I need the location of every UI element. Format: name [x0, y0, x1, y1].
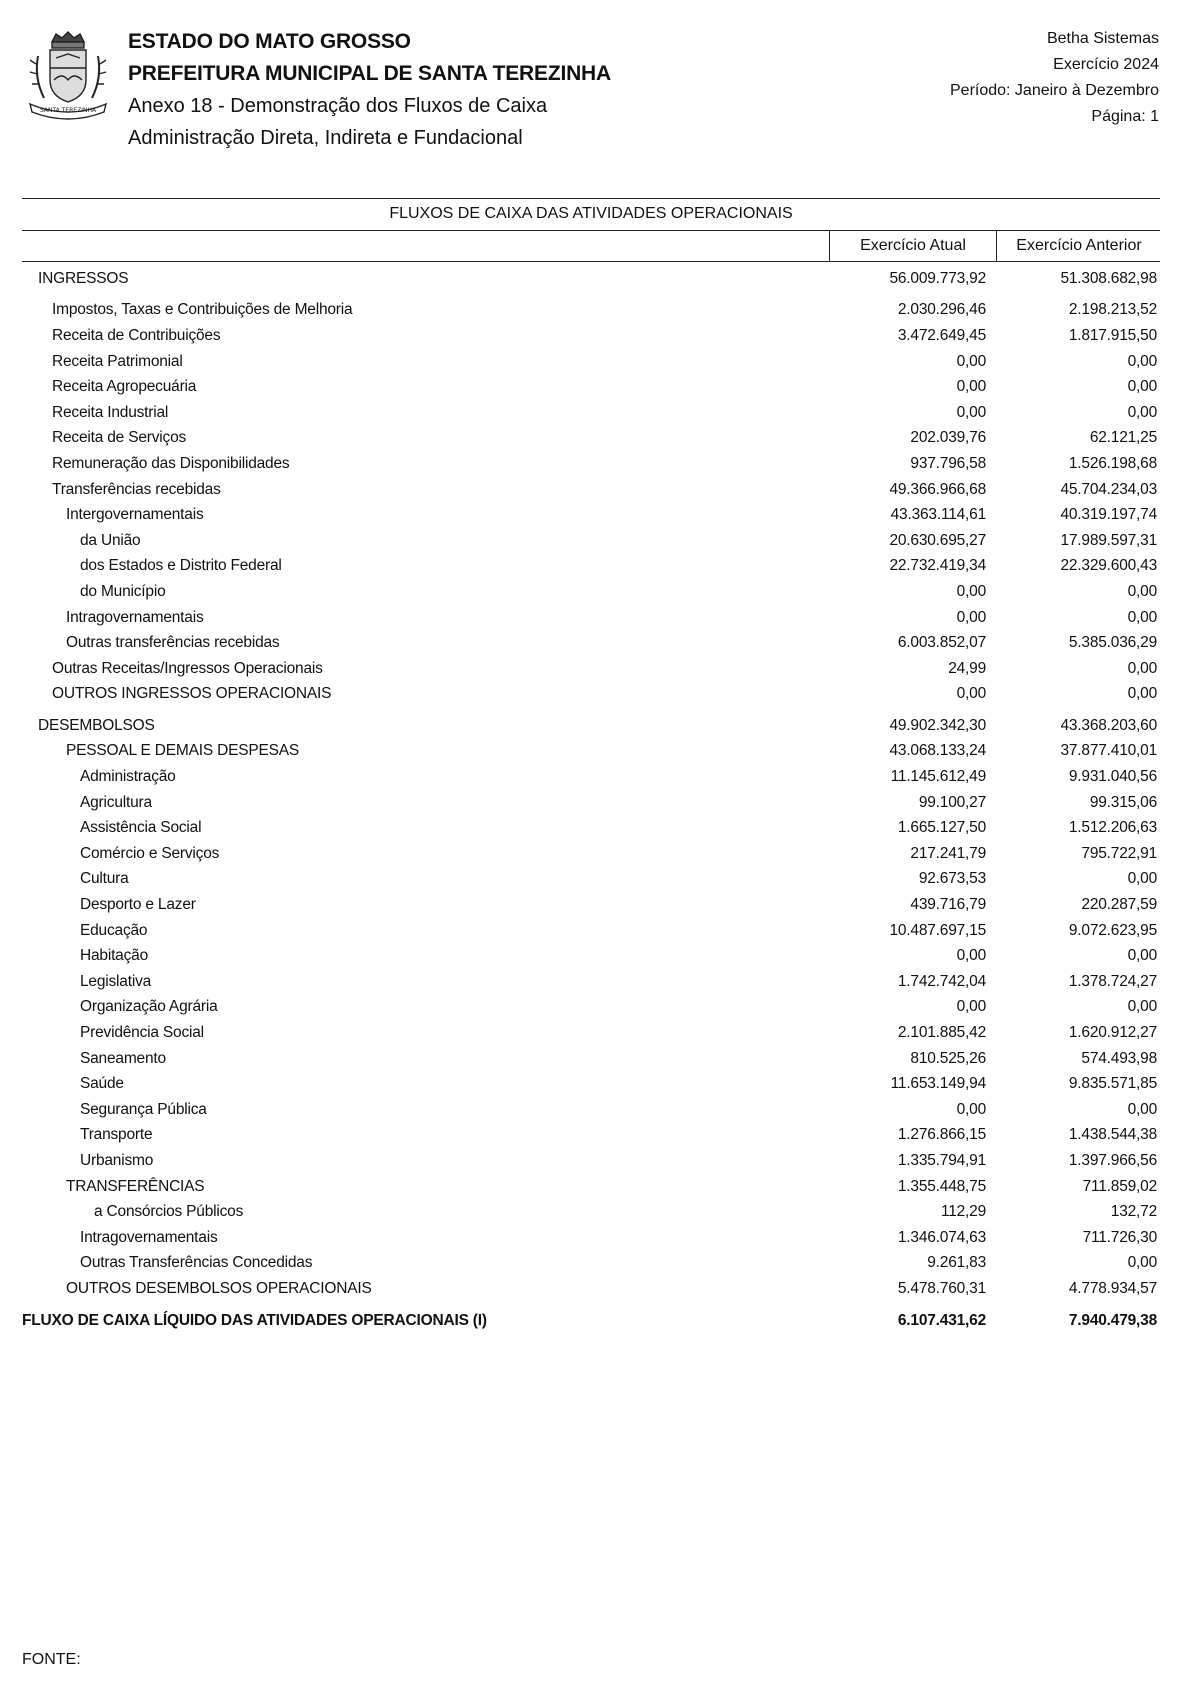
table-row [22, 790, 1160, 816]
table-row [22, 630, 1160, 656]
row-value-current: 0,00 [956, 378, 986, 396]
row-value-current: 11.653.149,94 [890, 1075, 986, 1093]
row-label: Segurança Pública [80, 1100, 207, 1118]
table-row [22, 969, 1160, 995]
row-value-current: 1.346.074,63 [897, 1228, 986, 1246]
table-row [22, 1225, 1160, 1251]
table-row [22, 1123, 1160, 1149]
row-label: Saneamento [80, 1049, 166, 1067]
row-value-previous: 1.378.724,27 [1068, 972, 1157, 990]
row-value-previous: 711.859,02 [1082, 1177, 1157, 1195]
row-label: OUTROS INGRESSOS OPERACIONAIS [52, 685, 332, 703]
table-row [22, 477, 1160, 503]
row-value-previous: 1.438.544,38 [1068, 1126, 1157, 1144]
table-row [22, 451, 1160, 477]
row-value-previous: 9.931.040,56 [1068, 768, 1157, 786]
table-row [22, 579, 1160, 605]
table-row [22, 1020, 1160, 1046]
table-row [22, 1071, 1160, 1097]
row-value-current: 11.145.612,49 [890, 768, 986, 786]
row-label: Agricultura [80, 793, 152, 811]
row-value-previous: 1.526.198,68 [1068, 454, 1157, 472]
row-label: Administração [80, 768, 176, 786]
row-value-current: 49.902.342,30 [889, 716, 986, 734]
row-label: DESEMBOLSOS [38, 716, 155, 734]
row-value-current: 6.107.431,62 [897, 1311, 986, 1329]
row-label: Remuneração das Disponibilidades [52, 454, 290, 472]
cash-flow-table [22, 266, 1160, 1333]
row-value-current: 99.100,27 [918, 793, 986, 811]
row-value-previous: 574.493,98 [1081, 1049, 1157, 1067]
table-row [22, 943, 1160, 969]
column-header-current: Exercício Atual [829, 231, 996, 261]
row-label: PESSOAL E DEMAIS DESPESAS [66, 742, 300, 760]
table-row [22, 656, 1160, 682]
table-row [22, 349, 1160, 375]
row-value-previous: 220.287,59 [1081, 896, 1157, 914]
table-row [22, 995, 1160, 1021]
row-value-current: 10.487.697,15 [889, 921, 986, 939]
row-value-current: 24,99 [948, 659, 986, 677]
row-label: Cultura [80, 870, 129, 888]
row-label: Habitação [80, 947, 148, 965]
row-value-previous: 0,00 [1127, 659, 1157, 677]
table-row [22, 266, 1160, 292]
row-value-current: 3.472.649,45 [897, 326, 986, 344]
row-label: Outras Transferências Concedidas [80, 1254, 313, 1272]
header-divider [22, 261, 1160, 262]
page-number: Página: 1 [1091, 108, 1159, 125]
row-value-previous: 37.877.410,01 [1060, 742, 1157, 760]
table-row [22, 1251, 1160, 1277]
row-label: Previdência Social [80, 1024, 204, 1042]
row-value-previous: 1.620.912,27 [1068, 1024, 1157, 1042]
row-label: da União [80, 531, 141, 549]
top-divider [22, 198, 1160, 199]
row-label: FLUXO DE CAIXA LÍQUIDO DAS ATIVIDADES OPERACIONAIS (I) [22, 1311, 487, 1329]
row-value-previous: 711.726,30 [1082, 1228, 1157, 1246]
row-value-current: 810.525,26 [910, 1049, 986, 1067]
prefecture-name: PREFEITURA MUNICIPAL DE SANTA TEREZINHA [128, 62, 611, 85]
row-value-previous: 795.722,91 [1081, 844, 1157, 862]
row-label: Saúde [80, 1075, 124, 1093]
table-row [22, 1148, 1160, 1174]
row-value-previous: 0,00 [1127, 378, 1157, 396]
exercise-year: Exercício 2024 [1053, 56, 1159, 73]
table-row [22, 841, 1160, 867]
row-value-current: 1.355.448,75 [897, 1177, 986, 1195]
row-value-previous: 0,00 [1127, 947, 1157, 965]
row-value-previous: 0,00 [1127, 352, 1157, 370]
row-value-current: 5.478.760,31 [897, 1279, 986, 1297]
row-value-current: 43.363.114,61 [890, 506, 986, 524]
report-header [128, 26, 611, 154]
total-row [22, 1308, 1160, 1334]
row-label: Impostos, Taxas e Contribuições de Melhoria [52, 301, 353, 319]
table-row [22, 713, 1160, 739]
row-value-current: 0,00 [956, 608, 986, 626]
row-value-current: 56.009.773,92 [889, 269, 986, 287]
row-label: Receita Industrial [52, 403, 169, 421]
report-period: Período: Janeiro à Dezembro [950, 82, 1159, 99]
section-title: FLUXOS DE CAIXA DAS ATIVIDADES OPERACIONAIS [389, 205, 793, 222]
municipal-crest-icon [22, 28, 114, 120]
row-label: Educação [80, 921, 148, 939]
row-value-previous: 0,00 [1127, 403, 1157, 421]
row-label: INGRESSOS [38, 269, 129, 287]
row-value-previous: 1.817.915,50 [1068, 326, 1157, 344]
row-label: Intragovernamentais [80, 1228, 218, 1246]
state-name: ESTADO DO MATO GROSSO [128, 30, 411, 53]
row-value-current: 22.732.419,34 [889, 557, 986, 575]
annex-title: Anexo 18 - Demonstração dos Fluxos de Caixa [128, 95, 548, 117]
row-value-current: 2.101.885,42 [897, 1024, 986, 1042]
report-meta [950, 26, 1159, 130]
table-row [22, 400, 1160, 426]
row-label: TRANSFERÊNCIAS [66, 1177, 205, 1195]
row-value-current: 202.039,76 [910, 429, 986, 447]
row-value-current: 20.630.695,27 [889, 531, 986, 549]
row-value-previous: 45.704.234,03 [1060, 480, 1157, 498]
row-value-current: 0,00 [956, 352, 986, 370]
table-row [22, 867, 1160, 893]
column-header-previous: Exercício Anterior [996, 231, 1161, 261]
table-row [22, 554, 1160, 580]
row-value-previous: 62.121,25 [1089, 429, 1157, 447]
row-value-previous: 0,00 [1127, 685, 1157, 703]
row-value-current: 0,00 [956, 1100, 986, 1118]
row-value-previous: 0,00 [1127, 1254, 1157, 1272]
row-value-current: 0,00 [956, 998, 986, 1016]
row-value-previous: 22.329.600,43 [1060, 557, 1157, 575]
row-value-current: 49.366.966,68 [889, 480, 986, 498]
row-label: OUTROS DESEMBOLSOS OPERACIONAIS [66, 1279, 372, 1297]
row-value-current: 439.716,79 [910, 896, 986, 914]
table-row [22, 1199, 1160, 1225]
row-value-current: 43.068.133,24 [889, 742, 986, 760]
row-value-previous: 40.319.197,74 [1060, 506, 1157, 524]
table-row [22, 1046, 1160, 1072]
row-value-current: 937.796,58 [910, 454, 986, 472]
row-value-previous: 9.835.571,85 [1068, 1075, 1157, 1093]
table-row [22, 323, 1160, 349]
row-value-previous: 132,72 [1110, 1203, 1157, 1221]
table-row [22, 1174, 1160, 1200]
row-value-previous: 4.778.934,57 [1068, 1279, 1157, 1297]
table-row [22, 918, 1160, 944]
table-row [22, 528, 1160, 554]
row-value-previous: 7.940.479,38 [1068, 1311, 1157, 1329]
row-value-previous: 17.989.597,31 [1060, 531, 1157, 549]
row-value-current: 1.665.127,50 [897, 819, 986, 837]
row-label: Receita de Serviços [52, 429, 187, 447]
row-value-current: 217.241,79 [910, 844, 986, 862]
row-value-previous: 5.385.036,29 [1068, 634, 1157, 652]
row-label: Desporto e Lazer [80, 896, 196, 914]
row-label: do Município [80, 582, 166, 600]
row-label: Intergovernamentais [66, 506, 204, 524]
row-label: Receita Patrimonial [52, 352, 183, 370]
row-value-current: 0,00 [956, 685, 986, 703]
row-value-previous: 99.315,06 [1089, 793, 1157, 811]
row-value-current: 9.261,83 [927, 1254, 986, 1272]
column-headers [829, 231, 1161, 261]
row-value-current: 1.276.866,15 [897, 1126, 986, 1144]
row-label: Receita de Contribuições [52, 326, 221, 344]
row-label: Urbanismo [80, 1151, 154, 1169]
row-value-current: 6.003.852,07 [897, 634, 986, 652]
row-label: a Consórcios Públicos [94, 1203, 244, 1221]
row-value-current: 1.335.794,91 [897, 1151, 986, 1169]
row-value-current: 0,00 [956, 947, 986, 965]
row-value-previous: 0,00 [1127, 870, 1157, 888]
row-value-previous: 0,00 [1127, 608, 1157, 626]
row-value-current: 112,29 [940, 1203, 986, 1221]
row-value-current: 2.030.296,46 [897, 301, 986, 319]
row-value-previous: 0,00 [1127, 998, 1157, 1016]
table-row [22, 815, 1160, 841]
table-row [22, 426, 1160, 452]
report-scope: Administração Direta, Indireta e Fundacional [128, 127, 523, 149]
row-label: Legislativa [80, 972, 152, 990]
row-value-previous: 1.397.966,56 [1068, 1151, 1157, 1169]
row-label: Outras transferências recebidas [66, 634, 280, 652]
source-label: FONTE: [22, 1651, 81, 1668]
row-label: dos Estados e Distrito Federal [80, 557, 282, 575]
row-value-previous: 51.308.682,98 [1060, 269, 1157, 287]
table-row [22, 1097, 1160, 1123]
row-label: Transferências recebidas [52, 480, 221, 498]
row-value-previous: 43.368.203,60 [1060, 716, 1157, 734]
system-name: Betha Sistemas [1046, 30, 1159, 47]
row-value-previous: 0,00 [1127, 1100, 1157, 1118]
row-value-previous: 9.072.623,95 [1068, 921, 1157, 939]
row-label: Receita Agropecuária [52, 378, 197, 396]
row-value-current: 0,00 [956, 403, 986, 421]
table-row [22, 1276, 1160, 1302]
table-row [22, 374, 1160, 400]
row-value-current: 92.673,53 [918, 870, 986, 888]
row-label: Assistência Social [80, 819, 202, 837]
table-row [22, 298, 1160, 324]
row-label: Comércio e Serviços [80, 844, 220, 862]
row-value-previous: 1.512.206,63 [1068, 819, 1157, 837]
row-value-previous: 0,00 [1127, 582, 1157, 600]
row-label: Intragovernamentais [66, 608, 204, 626]
table-row [22, 892, 1160, 918]
crest-banner-text: SANTA TEREZINHA [39, 107, 97, 114]
row-label: Outras Receitas/Ingressos Operacionais [52, 659, 323, 677]
row-value-current: 1.742.742,04 [897, 972, 986, 990]
row-value-previous: 2.198.213,52 [1068, 301, 1157, 319]
table-row [22, 502, 1160, 528]
table-row [22, 682, 1160, 708]
row-value-current: 0,00 [956, 582, 986, 600]
row-label: Organização Agrária [80, 998, 218, 1016]
table-row [22, 739, 1160, 765]
table-row [22, 605, 1160, 631]
row-label: Transporte [80, 1126, 153, 1144]
table-row [22, 764, 1160, 790]
